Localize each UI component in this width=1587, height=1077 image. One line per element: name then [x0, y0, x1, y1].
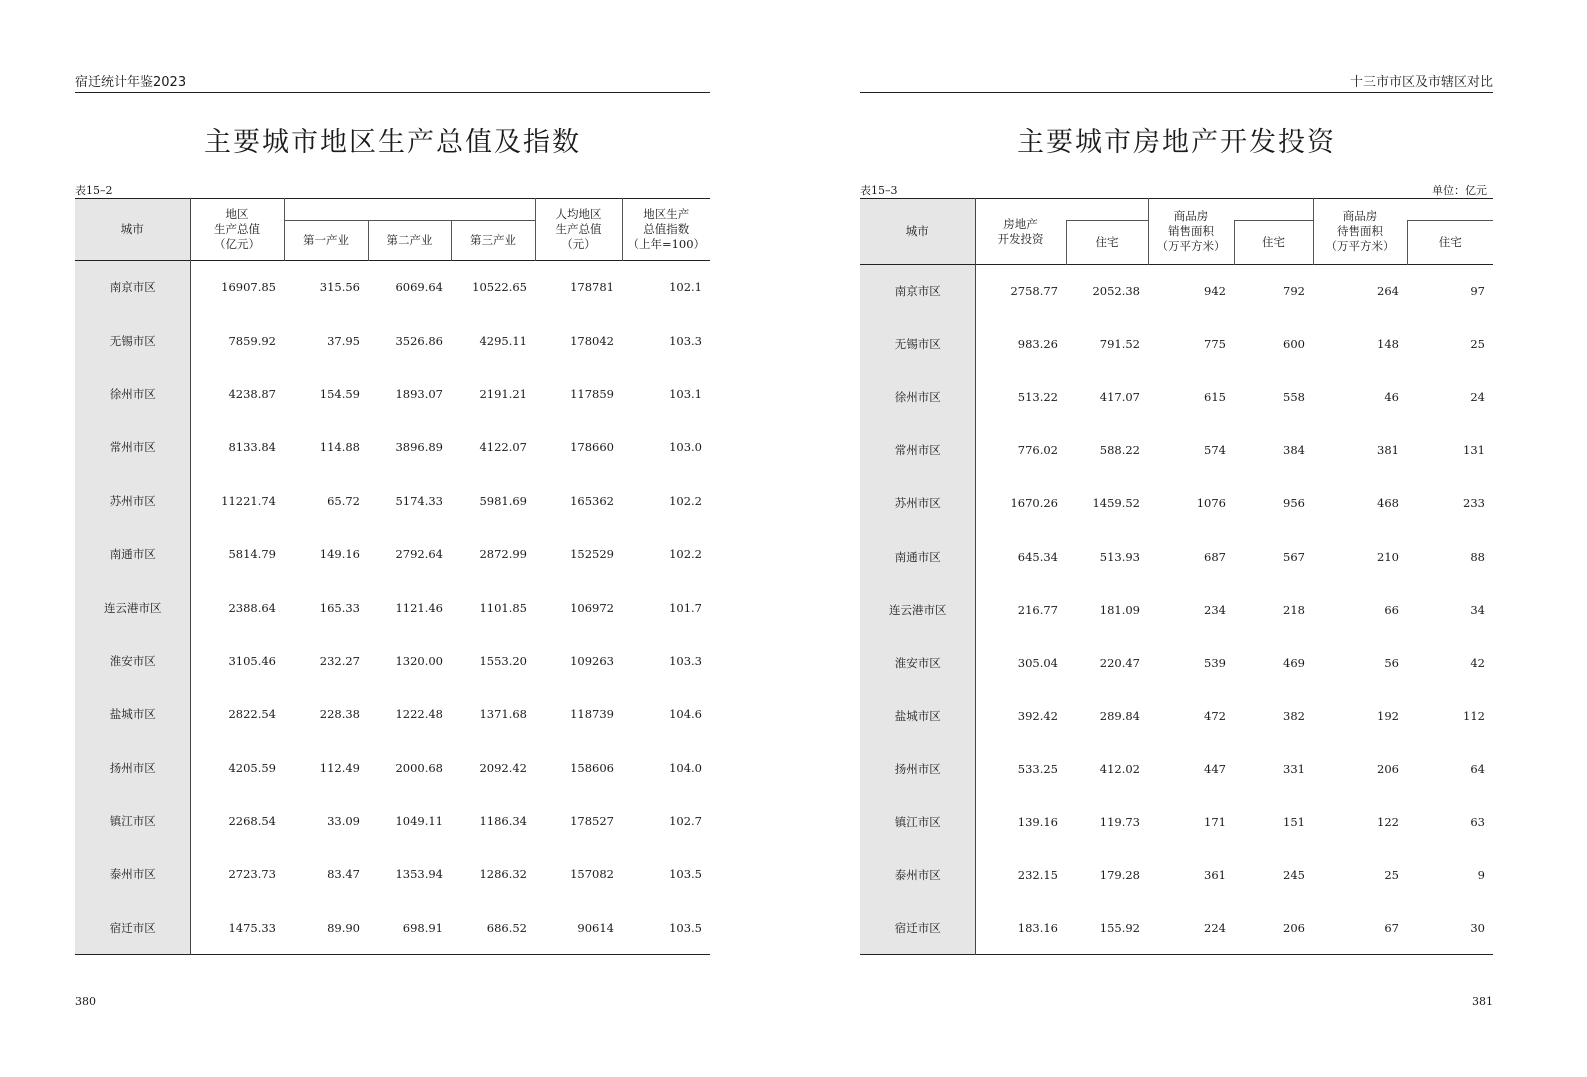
value-cell: 165.33	[319, 600, 360, 615]
value-cell: 42	[1470, 655, 1485, 670]
header-sold-l3: （万平方米）	[1156, 239, 1226, 253]
value-cell: 65.72	[327, 493, 360, 508]
header-investment-sub-top	[1066, 199, 1148, 221]
value-cell: 232.27	[319, 653, 360, 668]
city-cell: 镇江市区	[860, 795, 975, 848]
value-cell: 942	[1204, 284, 1226, 299]
value-cell: 232.15	[1017, 868, 1058, 883]
header-index-l2: 总值指数	[643, 222, 690, 236]
value-cell: 97	[1470, 284, 1485, 299]
value-cell: 103.3	[669, 653, 702, 668]
value-cell: 101.7	[669, 600, 702, 615]
value-cell: 155.92	[1099, 920, 1140, 935]
city-cell: 泰州市区	[860, 849, 975, 902]
value-cell: 686.52	[486, 920, 527, 935]
value-cell: 1049.11	[395, 814, 443, 829]
value-cell: 102.2	[669, 547, 702, 562]
header-sold-l2: 销售面积	[1168, 224, 1214, 238]
value-cell: 956	[1283, 496, 1305, 511]
value-cell: 1286.32	[479, 867, 527, 882]
value-cell: 148	[1377, 337, 1399, 352]
page-number: 380	[75, 995, 96, 1008]
value-cell: 206	[1377, 761, 1399, 776]
page-title: 主要城市房地产开发投资	[1017, 127, 1336, 158]
city-cell: 徐州市区	[860, 371, 975, 424]
header-per-capita-l1: 人均地区	[555, 207, 602, 221]
value-cell: 37.95	[327, 333, 360, 348]
city-cell: 无锡市区	[75, 314, 190, 367]
value-cell: 382	[1283, 708, 1305, 723]
value-cell: 600	[1283, 337, 1305, 352]
value-cell: 472	[1204, 708, 1226, 723]
value-cell: 4122.07	[479, 440, 527, 455]
value-cell: 89.90	[327, 920, 360, 935]
value-cell: 178660	[570, 440, 614, 455]
value-cell: 33.09	[327, 814, 360, 829]
value-cell: 102.2	[669, 493, 702, 508]
city-cell: 淮安市区	[75, 634, 190, 687]
table-row	[860, 371, 1493, 424]
value-cell: 66	[1384, 602, 1399, 617]
value-cell: 5174.33	[395, 493, 443, 508]
value-cell: 234	[1204, 602, 1226, 617]
value-cell: 67	[1384, 920, 1399, 935]
value-cell: 179.28	[1099, 868, 1140, 883]
value-cell: 2872.99	[479, 547, 527, 562]
page-number: 381	[1472, 995, 1493, 1008]
value-cell: 264	[1377, 284, 1399, 299]
table-row	[860, 265, 1493, 318]
header-investment	[975, 199, 1066, 265]
table-row	[860, 530, 1493, 583]
city-cell: 泰州市区	[75, 848, 190, 901]
value-cell: 114.88	[319, 440, 360, 455]
value-cell: 4295.11	[479, 333, 527, 348]
header-sold-l1: 商品房	[1173, 209, 1209, 223]
value-cell: 1475.33	[228, 920, 276, 935]
left-page	[75, 0, 710, 1077]
header-unsold-l2: 待售面积	[1337, 224, 1383, 238]
value-cell: 224	[1204, 920, 1226, 935]
table-row	[860, 583, 1493, 636]
page-title: 主要城市地区生产总值及指数	[204, 127, 581, 158]
value-cell: 305.04	[1017, 655, 1058, 670]
header-primary: 第一产业	[303, 233, 349, 247]
value-cell: 183.16	[1017, 920, 1058, 935]
table-row	[75, 741, 710, 794]
value-cell: 1893.07	[395, 386, 443, 401]
value-cell: 228.38	[319, 707, 360, 722]
value-cell: 412.02	[1099, 761, 1140, 776]
value-cell: 1186.34	[479, 814, 527, 829]
city-cell: 盐城市区	[75, 688, 190, 741]
table-row	[860, 636, 1493, 689]
value-cell: 64	[1470, 761, 1485, 776]
table-row	[860, 477, 1493, 530]
table-row	[860, 689, 1493, 742]
value-cell: 11221.74	[221, 493, 276, 508]
city-cell: 扬州市区	[860, 742, 975, 795]
header-index-l3: （上年=100）	[627, 237, 706, 251]
header-per-capita-l3: （元）	[561, 237, 596, 251]
city-cell: 苏州市区	[75, 474, 190, 527]
city-cell: 常州市区	[75, 421, 190, 474]
header-sold	[1148, 199, 1234, 265]
value-cell: 103.0	[669, 440, 702, 455]
value-cell: 2191.21	[479, 386, 527, 401]
city-cell: 南京市区	[860, 265, 975, 318]
value-cell: 117859	[570, 386, 614, 401]
header-per-capita	[535, 199, 622, 261]
value-cell: 88	[1470, 549, 1485, 564]
table-row	[75, 527, 710, 580]
value-cell: 6069.64	[395, 280, 443, 295]
header-unsold-l3: （万平方米）	[1325, 239, 1395, 253]
value-cell: 178527	[570, 814, 614, 829]
city-cell: 南通市区	[860, 530, 975, 583]
table-row	[75, 314, 710, 367]
value-cell: 1076	[1196, 496, 1226, 511]
value-cell: 1371.68	[479, 707, 527, 722]
value-cell: 1459.52	[1092, 496, 1140, 511]
value-cell: 9	[1477, 868, 1485, 883]
table-row	[860, 424, 1493, 477]
table-row	[860, 742, 1493, 795]
value-cell: 469	[1283, 655, 1305, 670]
table-row	[75, 367, 710, 420]
city-cell: 苏州市区	[860, 477, 975, 530]
value-cell: 4238.87	[228, 386, 276, 401]
table-row	[75, 634, 710, 687]
city-cell: 连云港市区	[75, 581, 190, 634]
value-cell: 103.1	[669, 386, 702, 401]
value-cell: 10522.65	[472, 280, 527, 295]
city-cell: 南通市区	[75, 527, 190, 580]
value-cell: 1101.85	[479, 600, 527, 615]
value-cell: 3105.46	[228, 653, 276, 668]
value-cell: 5981.69	[479, 493, 527, 508]
value-cell: 109263	[570, 653, 614, 668]
value-cell: 102.7	[669, 814, 702, 829]
table-row	[75, 474, 710, 527]
value-cell: 112.49	[319, 760, 360, 775]
value-cell: 2052.38	[1092, 284, 1140, 299]
table-row	[75, 688, 710, 741]
unit-label: 单位：亿元	[1432, 184, 1487, 197]
table-row	[75, 848, 710, 901]
value-cell: 233	[1463, 496, 1485, 511]
city-cell: 连云港市区	[860, 583, 975, 636]
value-cell: 119.73	[1099, 814, 1140, 829]
value-cell: 245	[1283, 868, 1305, 883]
value-cell: 56	[1384, 655, 1399, 670]
value-cell: 5814.79	[228, 547, 276, 562]
header-residential-unsold: 住宅	[1407, 221, 1493, 265]
value-cell: 513.22	[1017, 390, 1058, 405]
header-gdp-breakdown	[284, 199, 535, 221]
value-cell: 158606	[570, 760, 614, 775]
value-cell: 2268.54	[228, 814, 276, 829]
running-head	[75, 74, 710, 93]
header-unsold-sub-top	[1407, 199, 1493, 221]
header-gdp-l3: （亿元）	[214, 237, 260, 251]
value-cell: 533.25	[1017, 761, 1058, 776]
value-cell: 16907.85	[221, 280, 276, 295]
city-cell: 徐州市区	[75, 367, 190, 420]
value-cell: 103.5	[669, 867, 702, 882]
value-cell: 381	[1377, 443, 1399, 458]
value-cell: 106972	[570, 600, 614, 615]
header-unsold	[1313, 199, 1407, 265]
value-cell: 687	[1204, 549, 1226, 564]
value-cell: 615	[1204, 390, 1226, 405]
value-cell: 178042	[570, 333, 614, 348]
city-cell: 扬州市区	[75, 741, 190, 794]
value-cell: 118739	[570, 707, 614, 722]
value-cell: 157082	[570, 867, 614, 882]
header-secondary: 第二产业	[368, 221, 451, 261]
table-row	[860, 795, 1493, 848]
value-cell: 206	[1283, 920, 1305, 935]
header-index-l1: 地区生产	[643, 207, 690, 221]
value-cell: 776.02	[1017, 443, 1058, 458]
value-cell: 154.59	[319, 386, 360, 401]
value-cell: 151	[1283, 814, 1305, 829]
value-cell: 103.5	[669, 920, 702, 935]
gdp-table	[75, 198, 710, 955]
table-row	[75, 261, 710, 314]
city-cell: 宿迁市区	[860, 902, 975, 955]
value-cell: 34	[1470, 602, 1485, 617]
value-cell: 4205.59	[228, 760, 276, 775]
value-cell: 2758.77	[1010, 284, 1058, 299]
value-cell: 384	[1283, 443, 1305, 458]
value-cell: 25	[1384, 868, 1399, 883]
header-gdp-l1: 地区	[225, 207, 249, 221]
value-cell: 112	[1463, 708, 1485, 723]
value-cell: 165362	[570, 493, 614, 508]
value-cell: 2792.64	[395, 547, 443, 562]
value-cell: 2388.64	[228, 600, 276, 615]
value-cell: 24	[1470, 390, 1485, 405]
value-cell: 2000.68	[395, 760, 443, 775]
value-cell: 8133.84	[228, 440, 276, 455]
value-cell: 775	[1204, 337, 1226, 352]
value-cell: 122	[1377, 814, 1399, 829]
value-cell: 1553.20	[479, 653, 527, 668]
table-row	[860, 318, 1493, 371]
table-row	[75, 794, 710, 847]
header-investment-l1: 房地产	[1003, 216, 1038, 231]
value-cell: 539	[1204, 655, 1226, 670]
value-cell: 139.16	[1017, 814, 1058, 829]
header-residential-investment: 住宅	[1066, 221, 1148, 265]
real-estate-table-body	[860, 265, 1493, 955]
running-head	[860, 74, 1493, 93]
value-cell: 7859.92	[228, 333, 276, 348]
city-cell: 淮安市区	[860, 636, 975, 689]
value-cell: 791.52	[1099, 337, 1140, 352]
value-cell: 90614	[577, 920, 614, 935]
table-row	[75, 421, 710, 474]
value-cell: 447	[1204, 761, 1226, 776]
value-cell: 210	[1377, 549, 1399, 564]
header-residential-sold: 住宅	[1234, 221, 1313, 265]
value-cell: 1320.00	[395, 653, 443, 668]
value-cell: 3526.86	[395, 333, 443, 348]
value-cell: 1121.46	[395, 600, 443, 615]
header-city: 城市	[860, 199, 975, 265]
value-cell: 567	[1283, 549, 1305, 564]
header-tertiary: 第三产业	[451, 221, 535, 261]
value-cell: 392.42	[1017, 708, 1058, 723]
value-cell: 983.26	[1017, 337, 1058, 352]
running-head-text: 十三市市区及市辖区对比	[1349, 75, 1493, 90]
value-cell: 792	[1283, 284, 1305, 299]
value-cell: 218	[1283, 602, 1305, 617]
value-cell: 63	[1470, 814, 1485, 829]
value-cell: 513.93	[1099, 549, 1140, 564]
value-cell: 468	[1377, 496, 1399, 511]
value-cell: 216.77	[1017, 602, 1058, 617]
right-page	[860, 0, 1493, 1077]
value-cell: 1353.94	[395, 867, 443, 882]
header-per-capita-l2: 生产总值	[555, 222, 602, 236]
city-cell: 无锡市区	[860, 318, 975, 371]
real-estate-table	[860, 198, 1493, 955]
value-cell: 3896.89	[395, 440, 443, 455]
value-cell: 1222.48	[395, 707, 443, 722]
value-cell: 171	[1204, 814, 1226, 829]
value-cell: 192	[1377, 708, 1399, 723]
city-cell: 镇江市区	[75, 794, 190, 847]
table-row	[75, 581, 710, 634]
value-cell: 103.3	[669, 333, 702, 348]
header-city: 城市	[75, 199, 190, 261]
value-cell: 1670.26	[1010, 496, 1058, 511]
value-cell: 46	[1384, 390, 1399, 405]
value-cell: 149.16	[319, 547, 360, 562]
value-cell: 315.56	[319, 280, 360, 295]
value-cell: 181.09	[1099, 602, 1140, 617]
city-cell: 盐城市区	[860, 689, 975, 742]
value-cell: 574	[1204, 443, 1226, 458]
value-cell: 2723.73	[228, 867, 276, 882]
header-investment-l2: 开发投资	[997, 231, 1044, 246]
running-head-text: 宿迁统计年鉴2023	[75, 75, 187, 90]
value-cell: 331	[1283, 761, 1305, 776]
table-row	[860, 849, 1493, 902]
header-unsold-l1: 商品房	[1342, 209, 1378, 223]
header-gdp	[190, 199, 284, 261]
city-cell: 宿迁市区	[75, 901, 190, 954]
value-cell: 83.47	[327, 867, 360, 882]
value-cell: 25	[1470, 337, 1485, 352]
value-cell: 361	[1204, 868, 1226, 883]
value-cell: 178781	[570, 280, 614, 295]
value-cell: 220.47	[1099, 655, 1140, 670]
value-cell: 30	[1470, 920, 1485, 935]
value-cell: 289.84	[1099, 708, 1140, 723]
city-cell: 常州市区	[860, 424, 975, 477]
table-number: 表15–2	[75, 184, 113, 197]
value-cell: 2822.54	[228, 707, 276, 722]
header-gdp-l2: 生产总值	[214, 222, 260, 236]
value-cell: 104.0	[669, 760, 702, 775]
value-cell: 417.07	[1099, 390, 1140, 405]
value-cell: 588.22	[1099, 443, 1140, 458]
value-cell: 131	[1463, 443, 1485, 458]
gdp-table-body	[75, 261, 710, 955]
city-cell: 南京市区	[75, 261, 190, 314]
header-index	[622, 199, 710, 261]
table-number: 表15–3	[860, 184, 898, 197]
value-cell: 558	[1283, 390, 1305, 405]
table-row	[860, 902, 1493, 955]
value-cell: 645.34	[1017, 549, 1058, 564]
value-cell: 2092.42	[479, 760, 527, 775]
header-sold-sub-top	[1234, 199, 1313, 221]
table-row	[75, 901, 710, 954]
value-cell: 698.91	[402, 920, 443, 935]
value-cell: 104.6	[669, 707, 702, 722]
value-cell: 152529	[570, 547, 614, 562]
value-cell: 102.1	[669, 280, 702, 295]
